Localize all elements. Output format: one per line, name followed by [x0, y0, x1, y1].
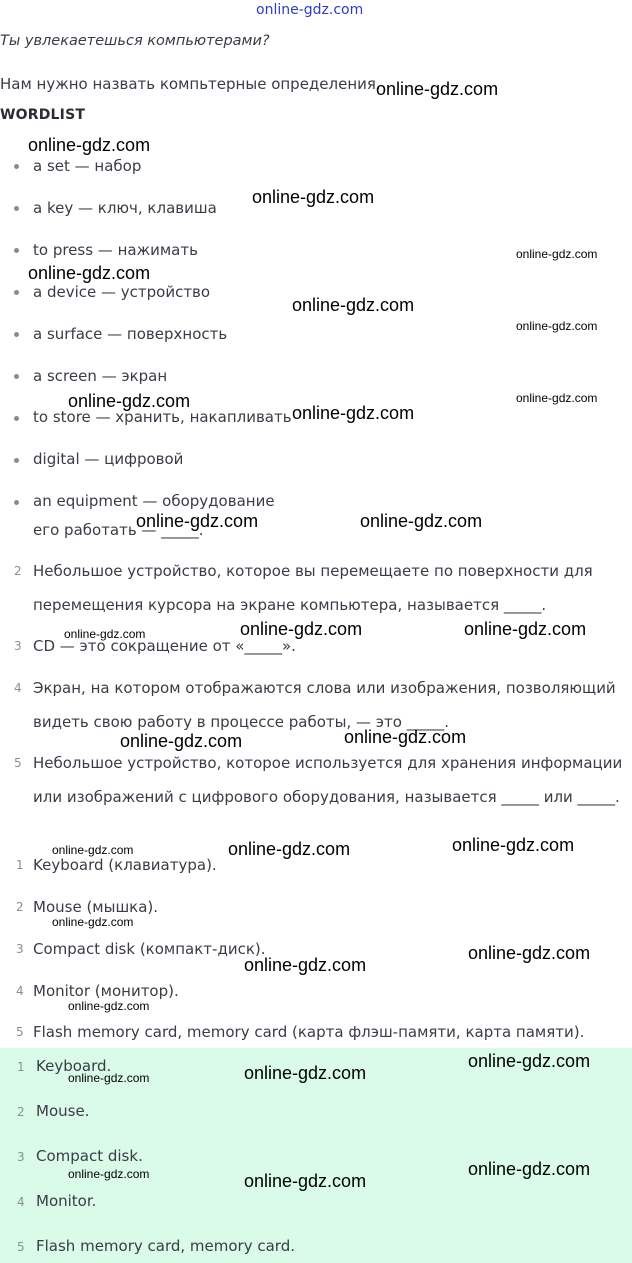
answer-number: 2	[16, 900, 24, 914]
watermark: online-gdz.com	[52, 843, 134, 857]
answer-number: 1	[16, 858, 24, 872]
bullet-icon	[14, 374, 19, 379]
watermark: online-gdz.com	[136, 511, 259, 531]
wordlist-item: a device — устройство	[33, 283, 211, 301]
watermark: online-gdz.com	[468, 943, 591, 963]
watermark: online-gdz.com	[376, 79, 499, 99]
watermark: online-gdz.com	[244, 1171, 367, 1191]
watermark: online-gdz.com	[464, 619, 587, 639]
bullet-icon	[14, 332, 19, 337]
watermark: online-gdz.com	[344, 727, 467, 747]
bullet-icon	[14, 164, 19, 169]
watermark: online-gdz.com	[64, 627, 146, 641]
wordlist-item: a set — набор	[33, 157, 142, 175]
watermark: online-gdz.com	[252, 187, 375, 207]
watermark: online-gdz.com	[228, 839, 351, 859]
watermark: online-gdz.com	[28, 135, 151, 155]
site-brand: online-gdz.com	[256, 2, 364, 18]
final-answer-item: Compact disk.	[36, 1147, 143, 1165]
answer-item: Mouse (мышка).	[33, 898, 159, 916]
watermark: online-gdz.com	[516, 319, 598, 333]
watermark: online-gdz.com	[68, 1167, 150, 1181]
question-line: Экран, на котором отображаются слова или изображения, позволяющий	[33, 679, 616, 697]
final-answer-item: Keyboard.	[36, 1057, 112, 1075]
bullet-icon	[14, 248, 19, 253]
answer-item: Keyboard (клавиатура).	[33, 856, 217, 874]
watermark: online-gdz.com	[468, 1051, 591, 1071]
final-answer-number: 4	[17, 1195, 25, 1209]
final-answer-item: Mouse.	[36, 1102, 90, 1120]
watermark: online-gdz.com	[292, 403, 415, 423]
bullet-icon	[14, 290, 19, 295]
bullet-icon	[14, 500, 19, 505]
watermark: online-gdz.com	[68, 1071, 150, 1085]
answer-number: 5	[16, 1025, 24, 1039]
final-answer-number: 5	[17, 1240, 25, 1254]
watermark: online-gdz.com	[120, 731, 243, 751]
wordlist-item: a key — ключ, клавиша	[33, 199, 217, 217]
task-intro: Нам нужно назвать компьтерные определения.	[0, 75, 381, 93]
question-line: Небольшое устройство, которое используется для хранения информации	[33, 754, 623, 772]
question-1-tail: его работать — _____.	[33, 521, 204, 539]
question-line: или изображений с цифрового оборудования, называется _____ или _____.	[33, 788, 620, 806]
wordlist-item: to store — хранить, накапливать	[33, 408, 292, 426]
final-answer-number: 3	[17, 1150, 25, 1164]
question-number: 3	[14, 639, 22, 653]
wordlist-item: digital — цифровой	[33, 450, 184, 468]
watermark: online-gdz.com	[468, 1159, 591, 1179]
wordlist-item: a surface — поверхность	[33, 325, 228, 343]
answer-item: Flash memory card, memory card (карта флэш-памяти, карта памяти).	[33, 1023, 585, 1041]
answer-number: 4	[16, 984, 24, 998]
watermark: online-gdz.com	[68, 999, 150, 1013]
question-line: перемещения курсора на экране компьютера, называется _____.	[33, 596, 547, 614]
bullet-icon	[14, 416, 19, 421]
final-answer-item: Flash memory card, memory card.	[36, 1237, 295, 1255]
bullet-icon	[14, 458, 19, 463]
wordlist-item: to press — нажимать	[33, 241, 198, 259]
watermark: online-gdz.com	[28, 263, 151, 283]
wordlist-item: a screen — экран	[33, 367, 168, 385]
watermark: online-gdz.com	[292, 295, 415, 315]
answer-number: 3	[16, 942, 24, 956]
question-line: CD — это сокращение от «_____».	[33, 637, 296, 655]
watermark: online-gdz.com	[68, 391, 191, 411]
question-line: видеть свою работу в процессе работы, — это _____.	[33, 713, 449, 731]
watermark: online-gdz.com	[516, 247, 598, 261]
answer-item: Compact disk (компакт-диск).	[33, 940, 266, 958]
question-line: Небольшое устройство, которое вы перемещаете по поверхности для	[33, 562, 593, 580]
wordlist-heading: WORDLIST	[0, 107, 86, 123]
final-answer-number: 2	[17, 1105, 25, 1119]
watermark: online-gdz.com	[452, 835, 575, 855]
final-answer-item: Monitor.	[36, 1192, 97, 1210]
wordlist-item: an equipment — оборудование	[33, 492, 275, 510]
question-number: 4	[14, 681, 22, 695]
task-question: Ты увлекаетешься компьютерами?	[0, 33, 270, 49]
question-number: 5	[14, 756, 22, 770]
watermark: online-gdz.com	[360, 511, 483, 531]
watermark: online-gdz.com	[516, 391, 598, 405]
final-answer-number: 1	[17, 1060, 25, 1074]
answer-item: Monitor (монитор).	[33, 982, 179, 1000]
question-number: 2	[14, 564, 22, 578]
watermark: online-gdz.com	[244, 955, 367, 975]
watermark: online-gdz.com	[52, 915, 134, 929]
watermark: online-gdz.com	[240, 619, 363, 639]
bullet-icon	[14, 206, 19, 211]
watermark: online-gdz.com	[244, 1063, 367, 1083]
